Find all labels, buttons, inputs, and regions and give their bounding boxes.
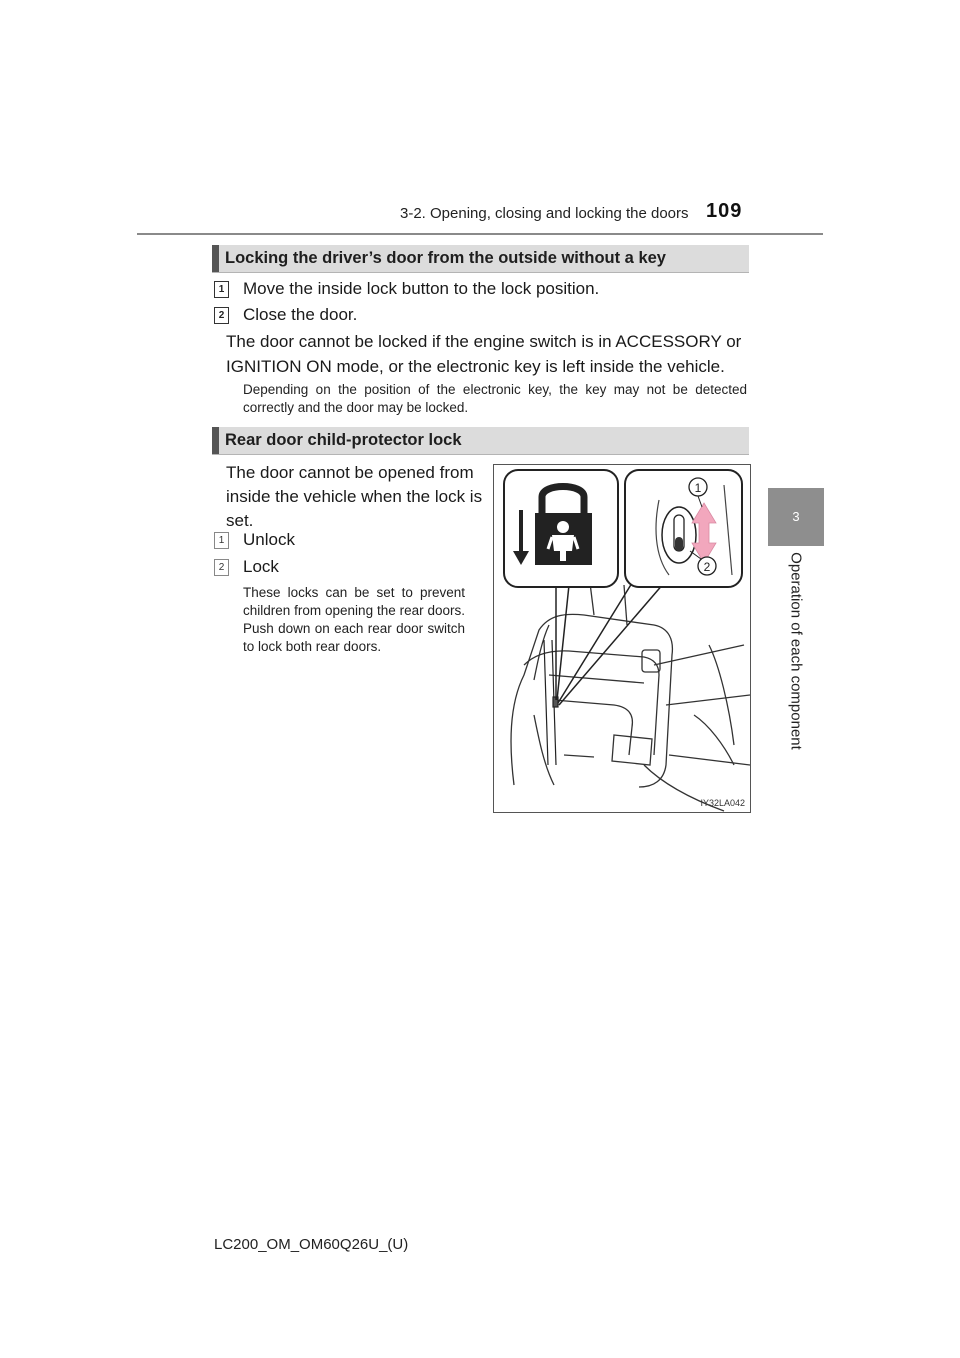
intro-line-3: set. <box>226 511 254 530</box>
illustration-svg <box>494 465 750 812</box>
item-lock-text: Lock <box>243 557 279 576</box>
header-rule <box>137 233 823 235</box>
child-lock-illustration <box>493 464 751 813</box>
chapter-tab-title <box>768 546 824 756</box>
footer-doc-code: LC200_OM_OM60Q26U_(U) <box>214 1236 409 1253</box>
heading-accent <box>212 245 219 272</box>
page-number: 109 <box>706 200 743 222</box>
item-number-1: 1 <box>214 532 229 549</box>
chapter-tab-number: 3 <box>768 488 824 546</box>
intro-line-1: The door cannot be opened from <box>226 463 474 482</box>
item-unlock-text: Unlock <box>243 530 295 549</box>
paragraph-line-2: IGNITION ON mode, or the electronic key is left inside the vehicle. <box>226 357 725 376</box>
step-2-text: Close the door. <box>243 305 358 324</box>
callout-lines <box>556 583 664 705</box>
section-heading-text: Locking the driver’s door from the outside without a key <box>225 249 666 267</box>
paragraph-line-1: The door cannot be locked if the engine switch is in ACCESSORY or <box>226 332 742 351</box>
step-number-1: 1 <box>214 281 229 298</box>
section-heading-child-protector <box>212 427 749 455</box>
illustration-code: IY32LA042 <box>700 798 745 808</box>
item-number-2: 2 <box>214 559 229 576</box>
callout-2-label: 2 <box>703 560 711 574</box>
heading-accent <box>212 427 219 454</box>
step-number-2: 2 <box>214 307 229 324</box>
section-heading-text: Rear door child-protector lock <box>225 431 462 449</box>
intro-line-2: inside the vehicle when the lock is <box>226 487 483 506</box>
section-header: 3-2. Opening, closing and locking the doors <box>400 205 689 222</box>
section-heading-locking-without-key <box>212 245 749 273</box>
section2-note: These locks can be set to prevent children from opening the rear doors. Push down on each rear door switch to lock both rear doors. <box>243 585 465 654</box>
door-line-art <box>511 575 750 811</box>
callout-1-label: 1 <box>694 481 702 495</box>
chapter-tab-title-text: Operation of each component <box>787 552 805 750</box>
step-1-text: Move the inside lock button to the lock position. <box>243 279 600 298</box>
section1-note: Depending on the position of the electronic key, the key may not be detected correctly and the door may be locked. <box>243 382 747 415</box>
